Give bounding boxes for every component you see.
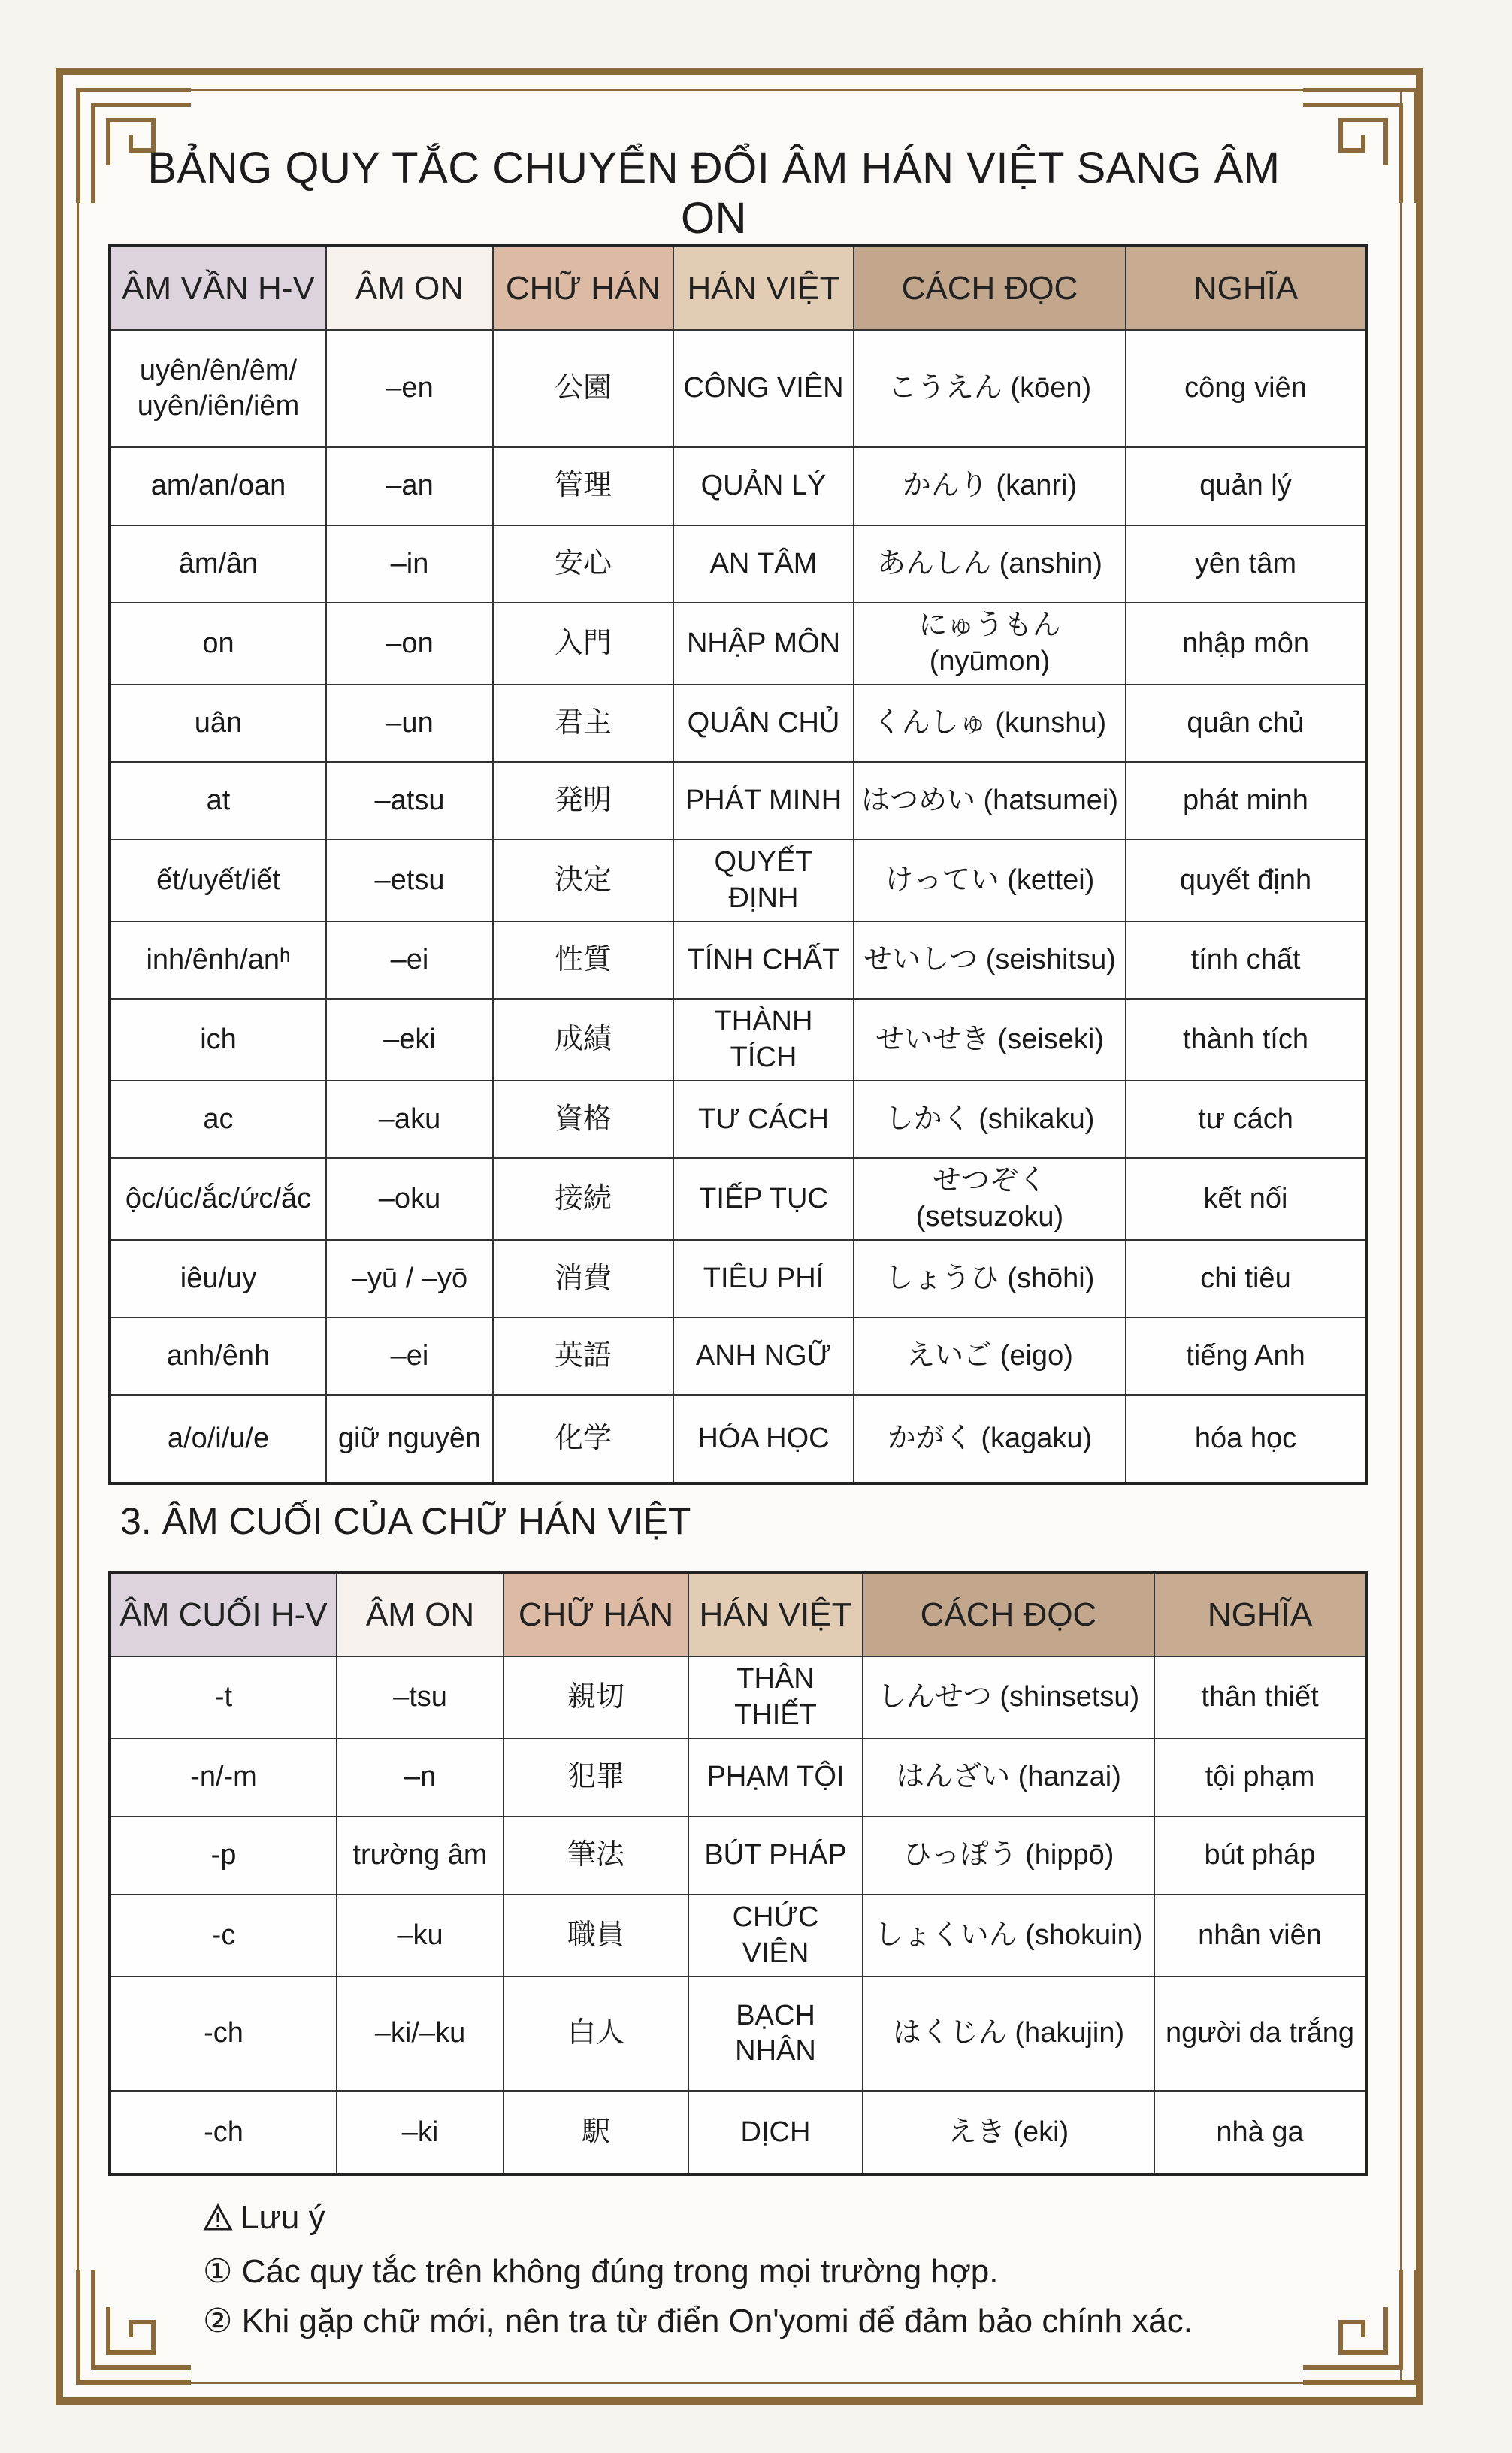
table-cell: –en bbox=[326, 330, 493, 447]
table-cell: 資格 bbox=[493, 1081, 673, 1158]
table-row bbox=[110, 685, 1366, 762]
table-row bbox=[110, 1977, 1366, 2091]
table-cell: QUÂN CHỦ bbox=[673, 685, 854, 762]
table-row bbox=[110, 1240, 1366, 1317]
table-cell: TƯ CÁCH bbox=[673, 1081, 854, 1158]
table-cell: しんせつ (shinsetsu) bbox=[863, 1656, 1154, 1738]
table-cell: THÂN THIẾT bbox=[688, 1656, 863, 1738]
table-cell: thân thiết bbox=[1154, 1656, 1366, 1738]
table-cell: せつぞく (setsuzoku) bbox=[854, 1158, 1126, 1240]
table-cell: nhân viên bbox=[1154, 1895, 1366, 1977]
table-cell: –in bbox=[326, 525, 493, 603]
table-cell: 入門 bbox=[493, 603, 673, 685]
table-header-row bbox=[110, 1572, 1366, 1656]
table-cell: 成績 bbox=[493, 999, 673, 1081]
table-cell: –n bbox=[337, 1738, 503, 1816]
table-cell: -ch bbox=[110, 1977, 337, 2091]
table-cell: TÍNH CHẤT bbox=[673, 921, 854, 999]
table-cell: 消費 bbox=[493, 1240, 673, 1317]
table-cell: -n/-m bbox=[110, 1738, 337, 1816]
table-cell: ộc/úc/ắc/ức/ắc bbox=[110, 1158, 326, 1240]
notes-heading: Lưu ý bbox=[240, 2199, 325, 2236]
table-row bbox=[110, 1895, 1366, 1977]
table-cell: 職員 bbox=[503, 1895, 688, 1977]
table-cell: –on bbox=[326, 603, 493, 685]
table-cell: on bbox=[110, 603, 326, 685]
table-cell: はくじん (hakujin) bbox=[863, 1977, 1154, 2091]
table-row bbox=[110, 1158, 1366, 1240]
table-cell: -ch bbox=[110, 2091, 337, 2175]
table-row bbox=[110, 2091, 1366, 2175]
table-cell: a/o/i/u/e bbox=[110, 1395, 326, 1484]
table-cell: quản lý bbox=[1126, 447, 1366, 525]
table-row bbox=[110, 525, 1366, 603]
table-cell: tiếng Anh bbox=[1126, 1317, 1366, 1395]
table-cell: HÓA HỌC bbox=[673, 1395, 854, 1484]
table-cell: PHẠM TỘI bbox=[688, 1738, 863, 1816]
table-cell: iêu/uy bbox=[110, 1240, 326, 1317]
table-cell: THÀNH TÍCH bbox=[673, 999, 854, 1081]
table-cell: かがく (kagaku) bbox=[854, 1395, 1126, 1484]
table-cell: にゅうもん (nyūmon) bbox=[854, 603, 1126, 685]
column-header: NGHĨA bbox=[1154, 1572, 1366, 1656]
table-cell: DỊCH bbox=[688, 2091, 863, 2175]
table-cell: しょうひ (shōhi) bbox=[854, 1240, 1126, 1317]
table-cell: TIẾP TỤC bbox=[673, 1158, 854, 1240]
table-cell: NHẬP MÔN bbox=[673, 603, 854, 685]
table-cell: hóa học bbox=[1126, 1395, 1366, 1484]
table-cell: –ku bbox=[337, 1895, 503, 1977]
table-cell: 発明 bbox=[493, 762, 673, 839]
table-cell: thành tích bbox=[1126, 999, 1366, 1081]
column-header: CÁCH ĐỌC bbox=[854, 246, 1126, 330]
column-header: ÂM ON bbox=[326, 246, 493, 330]
note-item: ① Các quy tắc trên không đúng trong mọi trường hợp. bbox=[203, 2253, 999, 2290]
table-row bbox=[110, 1317, 1366, 1395]
notes-heading-row bbox=[203, 2193, 325, 2243]
table-cell: AN TÂM bbox=[673, 525, 854, 603]
table-cell: しょくいん (shokuin) bbox=[863, 1895, 1154, 1977]
warning-icon bbox=[203, 2203, 233, 2233]
table-cell: せいしつ (seishitsu) bbox=[854, 921, 1126, 999]
table-row bbox=[110, 1395, 1366, 1484]
column-header: CHỮ HÁN bbox=[493, 246, 673, 330]
table-cell: –eki bbox=[326, 999, 493, 1081]
table-cell: nhập môn bbox=[1126, 603, 1366, 685]
table-cell: –an bbox=[326, 447, 493, 525]
table-cell: nhà ga bbox=[1154, 2091, 1366, 2175]
table-cell: 性質 bbox=[493, 921, 673, 999]
table-cell: くんしゅ (kunshu) bbox=[854, 685, 1126, 762]
table-cell: –tsu bbox=[337, 1656, 503, 1738]
table-cell: yên tâm bbox=[1126, 525, 1366, 603]
table-row bbox=[110, 1816, 1366, 1895]
table-cell: –etsu bbox=[326, 839, 493, 921]
table-cell: –yū / –yō bbox=[326, 1240, 493, 1317]
table-body bbox=[110, 330, 1366, 1484]
table-cell: ac bbox=[110, 1081, 326, 1158]
table-cell: しかく (shikaku) bbox=[854, 1081, 1126, 1158]
table-cell: –ki bbox=[337, 2091, 503, 2175]
column-header: HÁN VIỆT bbox=[673, 246, 854, 330]
table-cell: 安心 bbox=[493, 525, 673, 603]
table-cell: –aku bbox=[326, 1081, 493, 1158]
table-cell: âm/ân bbox=[110, 525, 326, 603]
column-header: CHỮ HÁN bbox=[503, 1572, 688, 1656]
table-cell: tội phạm bbox=[1154, 1738, 1366, 1816]
table-cell: PHÁT MINH bbox=[673, 762, 854, 839]
table-cell: えいご (eigo) bbox=[854, 1317, 1126, 1395]
table-cell: 管理 bbox=[493, 447, 673, 525]
table-cell: 白人 bbox=[503, 1977, 688, 2091]
table-cell: QUẢN LÝ bbox=[673, 447, 854, 525]
table-cell: anh/ênh bbox=[110, 1317, 326, 1395]
table-cell: –oku bbox=[326, 1158, 493, 1240]
table-cell: bút pháp bbox=[1154, 1816, 1366, 1895]
column-header: NGHĨA bbox=[1126, 246, 1366, 330]
table-row bbox=[110, 447, 1366, 525]
table-cell: trường âm bbox=[337, 1816, 503, 1895]
table-cell: BÚT PHÁP bbox=[688, 1816, 863, 1895]
corner-ornament-icon bbox=[1296, 2262, 1423, 2390]
table-cell: 犯罪 bbox=[503, 1738, 688, 1816]
rules-table bbox=[108, 244, 1368, 1485]
table-cell: えき (eki) bbox=[863, 2091, 1154, 2175]
table-cell: はつめい (hatsumei) bbox=[854, 762, 1126, 839]
table-row bbox=[110, 839, 1366, 921]
table-row bbox=[110, 762, 1366, 839]
table-cell: quyết định bbox=[1126, 839, 1366, 921]
table-cell: –ei bbox=[326, 921, 493, 999]
column-header: CÁCH ĐỌC bbox=[863, 1572, 1154, 1656]
table-cell: chi tiêu bbox=[1126, 1240, 1366, 1317]
table-cell: 決定 bbox=[493, 839, 673, 921]
table-cell: kết nối bbox=[1126, 1158, 1366, 1240]
table-cell: CÔNG VIÊN bbox=[673, 330, 854, 447]
page-title: BẢNG QUY TẮC CHUYỂN ĐỔI ÂM HÁN VIỆT SANG ÂM ON bbox=[147, 144, 1281, 243]
table-cell: CHỨC VIÊN bbox=[688, 1895, 863, 1977]
final-sound-table bbox=[108, 1571, 1368, 2176]
table-cell: かんり (kanri) bbox=[854, 447, 1126, 525]
table-cell: quân chủ bbox=[1126, 685, 1366, 762]
table-cell: 英語 bbox=[493, 1317, 673, 1395]
table-row bbox=[110, 1738, 1366, 1816]
section-title: 3. ÂM CUỐI CỦA CHỮ HÁN VIỆT bbox=[120, 1500, 691, 1542]
table-row bbox=[110, 1656, 1366, 1738]
table-cell: -p bbox=[110, 1816, 337, 1895]
table-cell: inh/ênh/anʰ bbox=[110, 921, 326, 999]
table-cell: người da trắng bbox=[1154, 1977, 1366, 2091]
table-cell: tư cách bbox=[1126, 1081, 1366, 1158]
table-cell: あんしん (anshin) bbox=[854, 525, 1126, 603]
column-header: ÂM VẦN H-V bbox=[110, 246, 326, 330]
table-row bbox=[110, 330, 1366, 447]
table-cell: せいせき (seiseki) bbox=[854, 999, 1126, 1081]
table-row bbox=[110, 999, 1366, 1081]
table-cell: tính chất bbox=[1126, 921, 1366, 999]
table-cell: công viên bbox=[1126, 330, 1366, 447]
table-cell: TIÊU PHÍ bbox=[673, 1240, 854, 1317]
table-header-row bbox=[110, 246, 1366, 330]
table-cell: はんざい (hanzai) bbox=[863, 1738, 1154, 1816]
table-row bbox=[110, 921, 1366, 999]
column-header: ÂM ON bbox=[337, 1572, 503, 1656]
table-cell: phát minh bbox=[1126, 762, 1366, 839]
table-cell: けってい (kettei) bbox=[854, 839, 1126, 921]
table-cell: ひっぽう (hippō) bbox=[863, 1816, 1154, 1895]
table-cell: 化学 bbox=[493, 1395, 673, 1484]
table-cell: QUYẾT ĐỊNH bbox=[673, 839, 854, 921]
table-cell: –un bbox=[326, 685, 493, 762]
table-cell: ANH NGỮ bbox=[673, 1317, 854, 1395]
table-cell: 親切 bbox=[503, 1656, 688, 1738]
table-body bbox=[110, 1656, 1366, 2175]
table-cell: –atsu bbox=[326, 762, 493, 839]
table-cell: –ki/–ku bbox=[337, 1977, 503, 2091]
table-cell: -t bbox=[110, 1656, 337, 1738]
table-cell: -c bbox=[110, 1895, 337, 1977]
table-cell: –ei bbox=[326, 1317, 493, 1395]
table-cell: giữ nguyên bbox=[326, 1395, 493, 1484]
table-cell: 駅 bbox=[503, 2091, 688, 2175]
table-cell: am/an/oan bbox=[110, 447, 326, 525]
table-cell: こうえん (kōen) bbox=[854, 330, 1126, 447]
table-cell: 接続 bbox=[493, 1158, 673, 1240]
table-cell: uyên/ên/êm/ uyên/iên/iêm bbox=[110, 330, 326, 447]
table-cell: ich bbox=[110, 999, 326, 1081]
table-row bbox=[110, 1081, 1366, 1158]
table-cell: 君主 bbox=[493, 685, 673, 762]
table-cell: at bbox=[110, 762, 326, 839]
table-cell: uân bbox=[110, 685, 326, 762]
table-row bbox=[110, 603, 1366, 685]
column-header: HÁN VIỆT bbox=[688, 1572, 863, 1656]
column-header: ÂM CUỐI H-V bbox=[110, 1572, 337, 1656]
notes-block bbox=[203, 2193, 1193, 2346]
table-cell: 筆法 bbox=[503, 1816, 688, 1895]
corner-ornament-icon bbox=[71, 2262, 198, 2390]
note-item: ② Khi gặp chữ mới, nên tra từ điển On'yomi để đảm bảo chính xác. bbox=[203, 2303, 1193, 2340]
table-cell: 公園 bbox=[493, 330, 673, 447]
table-cell: ết/uyết/iết bbox=[110, 839, 326, 921]
table-cell: BẠCH NHÂN bbox=[688, 1977, 863, 2091]
